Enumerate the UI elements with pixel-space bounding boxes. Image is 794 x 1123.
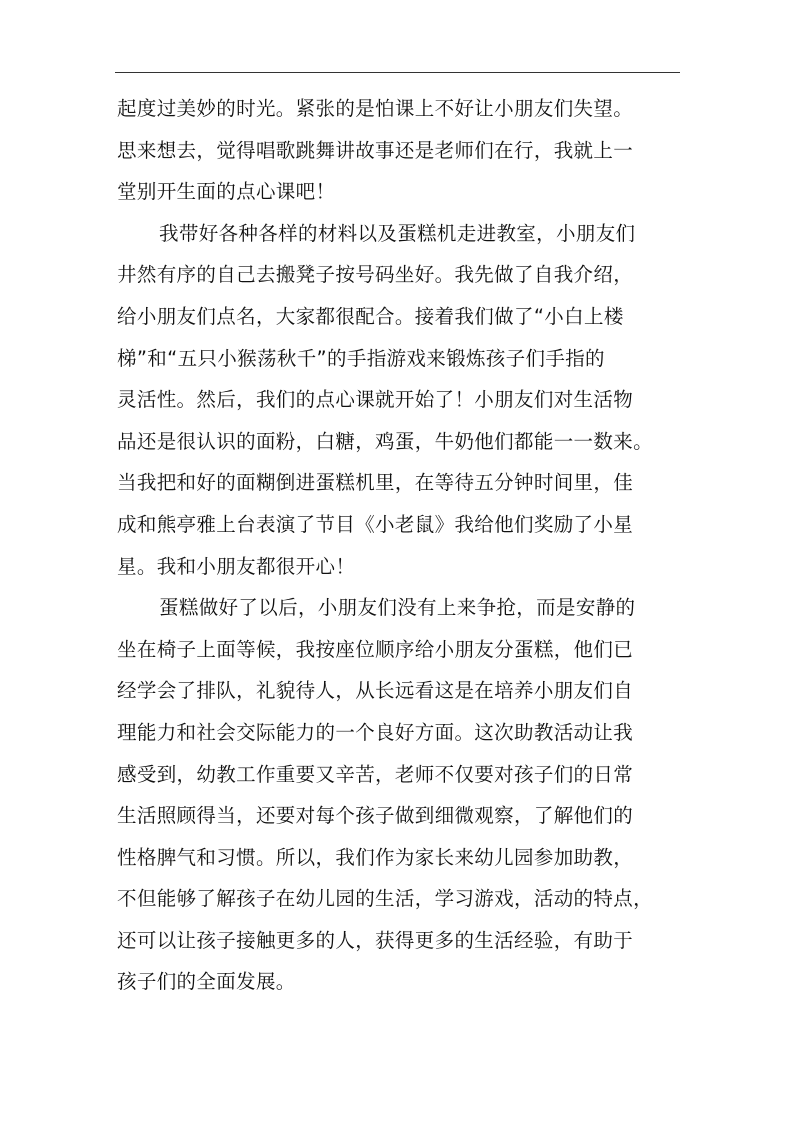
text-line: 灵活性。然后，我们的点心课就开始了！小朋友们对生活物 xyxy=(117,388,634,412)
text-line: 梯”和“五只小猴荡秋千”的手指游戏来锻炼孩子们手指的 xyxy=(117,346,605,370)
text-line: 品还是很认识的面粉，白糖，鸡蛋，牛奶他们都能一一数来。 xyxy=(117,429,653,453)
text-line: 感受到，幼教工作重要又辛苦，老师不仅要对孩子们的日常 xyxy=(117,762,634,786)
text-line: 给小朋友们点名，大家都很配合。接着我们做了“小白上楼 xyxy=(117,304,624,328)
text-line: 理能力和社会交际能力的一个良好方面。这次助教活动让我 xyxy=(117,720,634,744)
text-line: 还可以让孩子接触更多的人，获得更多的生活经验，有助于 xyxy=(117,928,634,952)
text-line: 经学会了排队，礼貌待人，从长远看这是在培养小朋友们自 xyxy=(117,679,634,703)
text-line: 当我把和好的面糊倒进蛋糕机里，在等待五分钟时间里，佳 xyxy=(117,471,634,495)
text-line: 思来想去，觉得唱歌跳舞讲故事还是老师们在行，我就上一 xyxy=(117,138,634,162)
text-line: 成和熊亭雅上台表演了节目《小老鼠》我给他们奖励了小星 xyxy=(117,512,634,536)
text-line: 生活照顾得当，还要对每个孩子做到细微观察，了解他们的 xyxy=(117,804,634,828)
paragraph-start-line: 我带好各种各样的材料以及蛋糕机走进教室，小朋友们 xyxy=(159,221,636,245)
text-line: 性格脾气和习惯。所以，我们作为家长来幼儿园参加助教， xyxy=(117,845,634,869)
text-line: 不但能够了解孩子在幼儿园的生活，学习游戏，活动的特点， xyxy=(117,887,653,911)
header-rule xyxy=(115,72,680,73)
text-line: 堂别开生面的点心课吧！ xyxy=(117,180,336,204)
text-line: 坐在椅子上面等候，我按座位顺序给小朋友分蛋糕，他们已 xyxy=(117,637,634,661)
document-body xyxy=(117,88,683,1003)
text-line: 星。我和小朋友都很开心！ xyxy=(117,554,356,578)
text-line: 孩子们的全面发展。 xyxy=(117,970,296,994)
text-line: 起度过美妙的时光。紧张的是怕课上不好让小朋友们失望。 xyxy=(117,97,634,120)
text-line: 井然有序的自己去搬凳子按号码坐好。我先做了自我介绍， xyxy=(117,263,634,287)
paragraph-start-line: 蛋糕做好了以后，小朋友们没有上来争抢，而是安静的 xyxy=(159,596,636,620)
